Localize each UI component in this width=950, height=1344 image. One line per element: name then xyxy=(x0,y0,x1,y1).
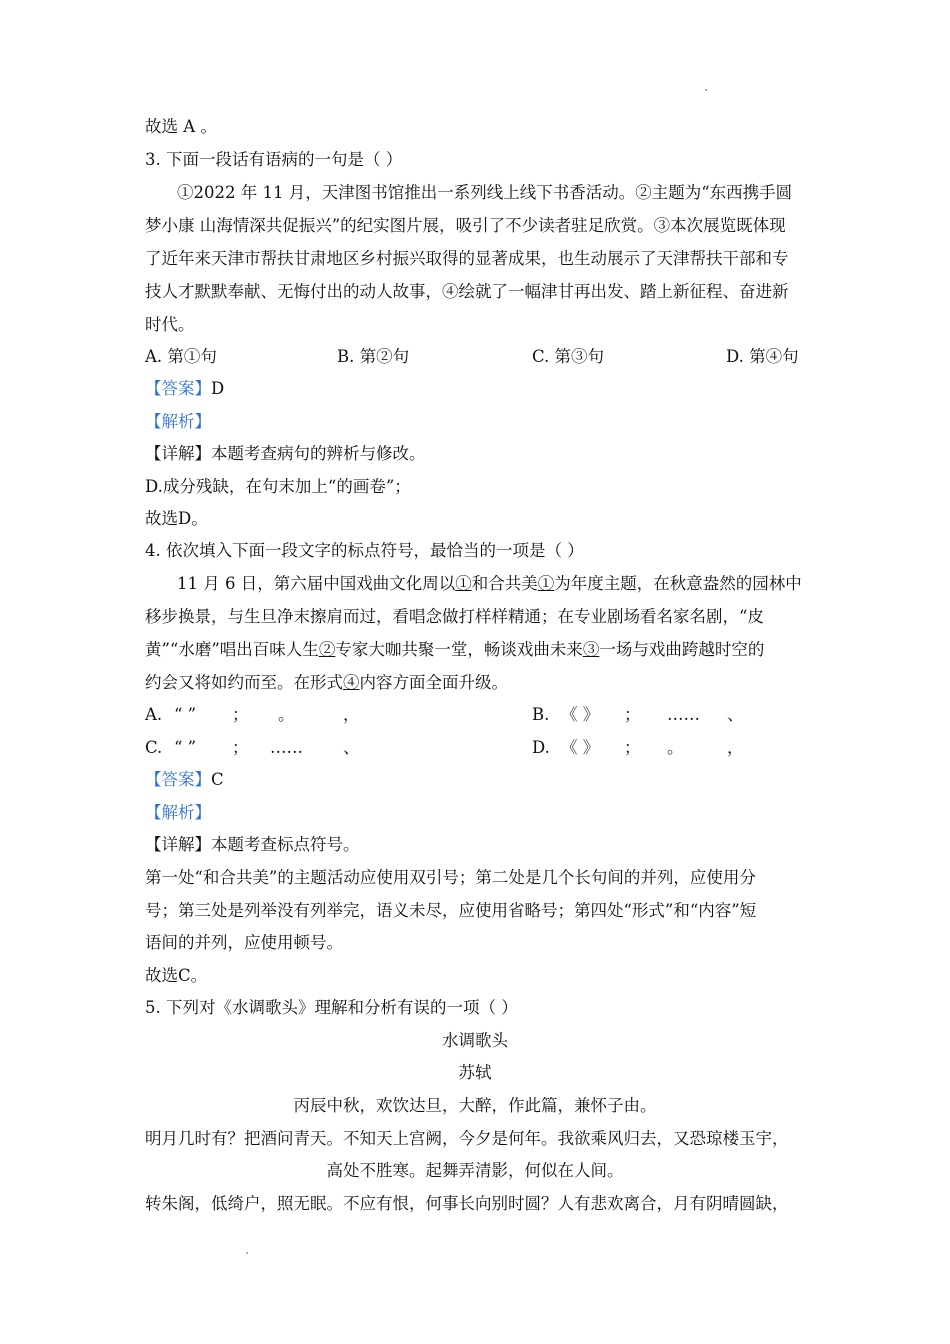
answer-value: C xyxy=(211,770,224,789)
answer-tag: 【答案】 xyxy=(145,379,211,398)
q4-explain-line: 语间的并列，应使用顿号。 xyxy=(145,933,343,952)
poem-line: 高处不胜寒。起舞弄清影，何似在人间。 xyxy=(326,1161,624,1180)
q3-passage-line: 梦小康 山海情深共促振兴”的纪实图片展，吸引了不少读者驻足欣赏。③本次展览既体现 xyxy=(145,216,786,235)
answer-value: D xyxy=(211,379,225,398)
q4-option-mark: ； xyxy=(232,738,249,757)
q4-option-label: D. xyxy=(532,738,550,757)
blank-marker: ② xyxy=(318,640,336,659)
footer-mark xyxy=(246,1252,248,1254)
q3-passage-line: ①2022 年 11 月，天津图书馆推出一系列线上线下书香活动。②主题为“东西携手圆 xyxy=(177,183,793,202)
q4-option-mark: “ ” xyxy=(174,705,197,724)
blank-marker: ① xyxy=(537,574,555,593)
q4-answer xyxy=(145,770,224,790)
q3-answer xyxy=(145,379,224,399)
q3-option-b: B. 第②句 xyxy=(337,347,410,366)
q4-detail xyxy=(145,835,360,855)
analysis-tag: 【解析】 xyxy=(145,803,211,822)
q4-stem: 4. 依次填入下面一段文字的标点符号，最恰当的一项是（ ） xyxy=(145,541,584,560)
analysis-tag: 【解析】 xyxy=(145,412,211,431)
q4-option-mark: 。 xyxy=(278,705,295,724)
text-run: 为年度主题，在秋意盎然的园林中 xyxy=(554,574,802,593)
q4-option-mark: “ ” xyxy=(174,738,197,757)
q4-passage-line xyxy=(145,673,508,693)
prev-conclusion: 故选 A 。 xyxy=(145,117,217,136)
q4-explain-line: 号；第三处是列举没有列举完，语义未尽，应使用省略号；第四处“形式”和“内容”短 xyxy=(145,901,757,920)
q3-passage-line: 了近年来天津市帮扶甘肃地区乡村振兴取得的显著成果，也生动展示了天津帮扶干部和专 xyxy=(145,249,789,268)
q4-analysis xyxy=(145,803,211,823)
poem-preface: 丙辰中秋，欢饮达旦，大醉，作此篇，兼怀子由。 xyxy=(293,1096,657,1115)
q4-option-mark: ， xyxy=(727,738,744,757)
poem-line: 明月几时有？把酒问青天。不知天上宫阙，今夕是何年。我欲乘风归去，又恐琼楼玉宇， xyxy=(145,1129,789,1148)
q5-stem: 5. 下列对《水调歌头》理解和分析有误的一项（ ） xyxy=(145,998,518,1017)
poem-title: 水调歌头 xyxy=(442,1031,508,1050)
text-run: 约会又将如约而至。在形式 xyxy=(145,673,343,692)
q3-detail xyxy=(145,444,426,464)
q4-conclusion: 故选C。 xyxy=(145,966,208,985)
q4-passage-line xyxy=(177,574,802,594)
q4-option-mark: 《 》 xyxy=(561,705,600,724)
q4-option-mark: ， xyxy=(343,705,360,724)
detail-tag: 【详解】 xyxy=(145,444,211,463)
poem-line: 转朱阁，低绮户，照无眠。不应有恨，何事长向别时圆？人有悲欢离合，月有阴晴圆缺， xyxy=(145,1194,789,1213)
q3-analysis xyxy=(145,412,211,432)
text-run: 一场与戏曲跨越时空的 xyxy=(599,640,765,659)
q4-option-mark: 、 xyxy=(727,705,744,724)
q4-option-mark: …… xyxy=(667,705,700,724)
q3-passage-line: 技人才默默奉献、无悔付出的动人故事，④绘就了一幅津甘再出发、踏上新征程、奋进新 xyxy=(145,282,789,301)
text-run: 专家大咖共聚一堂，畅谈戏曲未来 xyxy=(335,640,583,659)
poem-author: 苏轼 xyxy=(458,1063,492,1082)
q4-option-mark: 、 xyxy=(343,738,360,757)
blank-marker: ① xyxy=(455,574,472,593)
q4-option-label: C. xyxy=(145,738,163,757)
q3-option-d: D. 第④句 xyxy=(726,347,799,366)
answer-tag: 【答案】 xyxy=(145,770,211,789)
q4-option-mark: ； xyxy=(624,738,641,757)
q4-option-label: A. xyxy=(145,705,163,724)
q4-explain-line: 第一处“和合共美”的主题活动应使用双引号；第二处是几个长句间的并列，应使用分 xyxy=(145,868,756,887)
blank-marker: ③ xyxy=(582,640,600,659)
q4-option-mark: ； xyxy=(624,705,641,724)
text-run: 内容方面全面升级。 xyxy=(359,673,508,692)
q3-option-c: C. 第③句 xyxy=(532,347,605,366)
detail-tag: 【详解】 xyxy=(145,835,211,854)
q4-passage-line: 移步换景，与生旦净末擦肩而过，看唱念做打样样精通；在专业剧场看名家名剧，“皮 xyxy=(145,607,764,626)
q3-conclusion: 故选D。 xyxy=(145,509,208,528)
detail-text: 本题考查标点符号。 xyxy=(211,835,360,854)
q4-option-mark: 《 》 xyxy=(561,738,600,757)
detail-text: 本题考查病句的辨析与修改。 xyxy=(211,444,426,463)
q3-option-a: A. 第①句 xyxy=(145,347,217,366)
q4-option-mark: …… xyxy=(270,738,303,757)
q4-option-mark: 。 xyxy=(667,738,684,757)
text-run: 和合共美 xyxy=(471,574,538,593)
q3-passage-line: 时代。 xyxy=(145,315,195,334)
q4-passage-line xyxy=(145,640,764,660)
q4-option-label: B. xyxy=(532,705,550,724)
corner-mark xyxy=(705,89,707,91)
blank-marker: ④ xyxy=(343,673,360,692)
text-run: 黄”“水磨”唱出百味人生 xyxy=(145,640,319,659)
q3-explain: D.成分残缺，在句末加上“的画卷”； xyxy=(145,477,411,496)
text-run: 11 月 6 日，第六届中国戏曲文化周以 xyxy=(177,574,456,593)
q4-option-mark: ； xyxy=(232,705,249,724)
q3-stem: 3. 下面一段话有语病的一句是（ ） xyxy=(145,150,403,169)
